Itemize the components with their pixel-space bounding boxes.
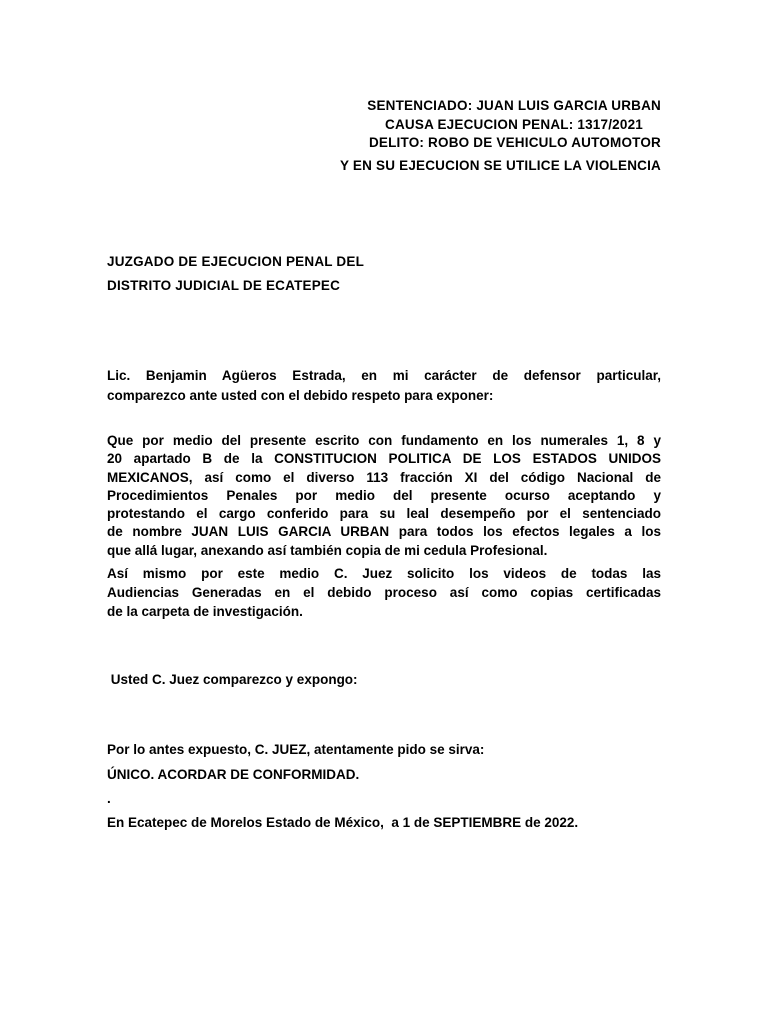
body-paragraph-2	[107, 564, 661, 621]
dot-line: .	[107, 791, 111, 806]
unico-line: ÚNICO. ACORDAR DE CONFORMIDAD.	[107, 767, 360, 782]
paragraph-line: de la carpeta de investigación.	[107, 604, 303, 619]
statement-line: Usted C. Juez comparezco y expongo:	[107, 672, 358, 687]
paragraph-line: MEXICANOS, así como el diverso 113 fracción XI del código Nacional de	[107, 469, 661, 485]
paragraph-line: Procedimientos Penales por medio del presente ocurso aceptando y	[107, 487, 661, 503]
paragraph-line: 20 apartado B de la CONSTITUCION POLITICA DE LOS ESTADOS UNIDOS	[107, 451, 661, 467]
intro-line: comparezco ante usted con el debido respeto para exponer:	[107, 387, 494, 403]
delito-line: DELITO: ROBO DE VEHICULO AUTOMOTOR	[368, 135, 661, 150]
paragraph-line: de nombre JUAN LUIS GARCIA URBAN para todos los efectos legales a los	[107, 524, 661, 540]
violencia-line: Y EN SU EJECUCION SE UTILICE LA VIOLENCIA	[340, 158, 661, 173]
sentenciado-line: SENTENCIADO: JUAN LUIS GARCIA URBAN	[367, 98, 661, 113]
paragraph-line: que allá lugar, anexando así también copia de mi cedula Profesional.	[107, 542, 548, 558]
causa-line: CAUSA EJECUCION PENAL: 1317/2021	[385, 117, 643, 132]
paragraph-line: Que por medio del presente escrito con fundamento en los numerales 1, 8 y	[107, 433, 661, 448]
request-line: Por lo antes expuesto, C. JUEZ, atentamente pido se sirva:	[107, 742, 485, 757]
paragraph-line: Audiencias Generadas en el debido proceso así como copias certificadas	[107, 585, 661, 600]
intro-line: Lic. Benjamin Agüeros Estrada, en mi carácter de defensor particular,	[107, 368, 661, 383]
place-date-line: En Ecatepec de Morelos Estado de México, a 1 de SEPTIEMBRE de 2022.	[107, 815, 579, 830]
intro-paragraph	[107, 366, 661, 405]
court-name-line1: JUZGADO DE EJECUCION PENAL DEL	[107, 254, 365, 269]
paragraph-line: protestando el cargo conferido para su leal desempeño por el sentenciado	[107, 506, 661, 522]
body-paragraph-1	[107, 432, 661, 560]
court-name-line2: DISTRITO JUDICIAL DE ECATEPEC	[107, 278, 341, 293]
paragraph-line: Así mismo por este medio C. Juez solicito los videos de todas las	[107, 566, 661, 581]
